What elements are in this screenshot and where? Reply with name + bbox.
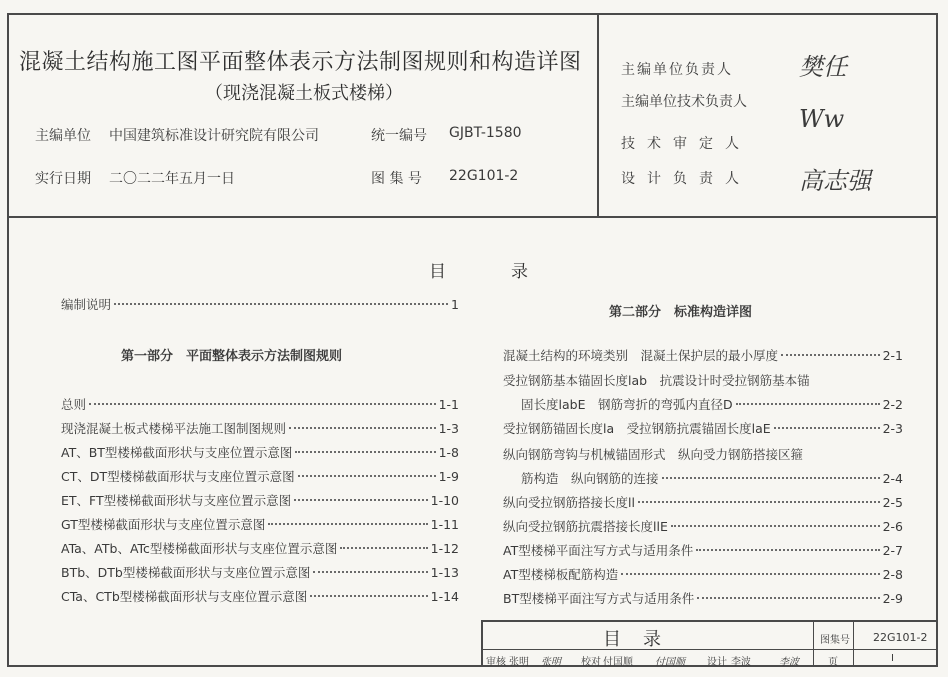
part1-heading: 第一部分 平面整体表示方法制图规则 bbox=[121, 349, 343, 364]
toc-entry-label: 现浇混凝土板式楼梯平法施工图制图规则 bbox=[61, 421, 287, 436]
toc-entry-label: BTb、DTb型楼梯截面形状与支座位置示意图 bbox=[61, 565, 311, 580]
toc-entry-page: 2-9 bbox=[882, 591, 903, 606]
toc-entry-label: AT型楼梯平面注写方式与适用条件 bbox=[503, 543, 694, 558]
dot-leader bbox=[736, 403, 880, 405]
designer-name: 李波 bbox=[731, 657, 751, 668]
design-label: 设计 bbox=[707, 657, 727, 668]
resp-label-tech-chief: 主编单位技术负责人 bbox=[621, 94, 747, 110]
title-block-page-label: 页 bbox=[828, 657, 838, 668]
toc-entry-continued-label: 纵向钢筋弯钩与机械锚固形式 纵向受力钢筋搭接区箍 bbox=[503, 447, 804, 462]
toc-entry-page: 1-14 bbox=[430, 589, 459, 604]
toc-entry bbox=[503, 589, 903, 609]
reviewer-name: 张明 bbox=[509, 657, 529, 668]
dot-leader bbox=[621, 573, 879, 575]
toc-entry-page: 1-12 bbox=[430, 541, 459, 556]
checker-signature: 付国顺 bbox=[655, 657, 685, 668]
toc-entry-page: 1-8 bbox=[438, 445, 459, 460]
toc-entry-page: 1-11 bbox=[430, 517, 459, 532]
toc-entry bbox=[61, 467, 459, 487]
resp-label-chief-unit: 主编单位负责人 bbox=[621, 62, 733, 78]
toc-entry bbox=[503, 565, 903, 585]
toc-entry bbox=[61, 515, 459, 535]
toc-entry-label: GT型楼梯截面形状与支座位置示意图 bbox=[61, 517, 266, 532]
dot-leader bbox=[289, 427, 436, 429]
review-label: 审核 bbox=[486, 657, 506, 668]
toc-entry-page: 2-4 bbox=[882, 471, 903, 486]
toc-entry-label: CT、DT型楼梯截面形状与支座位置示意图 bbox=[61, 469, 295, 484]
toc-title-1: 目 bbox=[429, 262, 446, 282]
toc-entry-label: 受拉钢筋锚固长度la 受拉钢筋抗震锚固长度laE bbox=[503, 421, 771, 436]
dot-leader bbox=[310, 595, 427, 597]
check-label: 校对 bbox=[581, 657, 601, 668]
toc-entry bbox=[503, 541, 903, 561]
code-value: GJBT-1580 bbox=[449, 125, 522, 141]
toc-entry-page: 2-8 bbox=[882, 567, 903, 582]
toc-entry bbox=[61, 563, 459, 583]
toc-entry-label: 混凝土结构的环境类别 混凝土保护层的最小厚度 bbox=[503, 348, 779, 363]
title-block-atlas-value: 22G101-2 bbox=[873, 631, 928, 644]
toc-entry bbox=[61, 419, 459, 439]
checker-name: 付国顺 bbox=[603, 657, 633, 668]
toc-entry-page: 2-1 bbox=[882, 348, 903, 363]
toc-entry-page: 1-3 bbox=[438, 421, 459, 436]
resp-label-design-chief: 设计负责人 bbox=[621, 171, 751, 187]
atlas-title: 混凝土结构施工图平面整体表示方法制图规则和构造详图 bbox=[19, 50, 582, 75]
resp-label-tech-review: 技术审定人 bbox=[621, 136, 751, 152]
atlas-label: 图 集 号 bbox=[371, 171, 422, 187]
title-block-page-value: I bbox=[891, 653, 894, 664]
toc-entry-page: 1-13 bbox=[430, 565, 459, 580]
toc-entry-continued-label: 受拉钢筋基本锚固长度lab 抗震设计时受拉钢筋基本锚 bbox=[503, 373, 810, 388]
signature-design-chief: 高志强 bbox=[799, 167, 871, 195]
title-block-divider bbox=[483, 649, 936, 650]
toc-title-2: 录 bbox=[511, 262, 528, 282]
signature-tech-chief: Ww bbox=[799, 105, 845, 133]
dot-leader bbox=[313, 571, 427, 573]
toc-entry-page: 2-7 bbox=[882, 543, 903, 558]
toc-entry-label: CTa、CTb型楼梯截面形状与支座位置示意图 bbox=[61, 589, 308, 604]
toc-entry-label: AT型楼梯板配筋构造 bbox=[503, 567, 619, 582]
toc-entry-label: 筋构造 纵向钢筋的连接 bbox=[521, 471, 659, 486]
toc-entry bbox=[61, 395, 459, 415]
toc-entry-page: 2-3 bbox=[882, 421, 903, 436]
toc-entry bbox=[521, 469, 903, 489]
toc-entry-label: AT、BT型楼梯截面形状与支座位置示意图 bbox=[61, 445, 293, 460]
toc-entry bbox=[61, 539, 459, 559]
toc-entry-page: 1 bbox=[451, 297, 459, 312]
dot-leader bbox=[697, 597, 879, 599]
toc-entry bbox=[503, 346, 903, 366]
reviewer-signature: 张明 bbox=[541, 657, 561, 668]
designer-signature: 李波 bbox=[779, 657, 799, 668]
dot-leader bbox=[774, 427, 880, 429]
toc-entry bbox=[61, 295, 459, 315]
toc-entry-label: 编制说明 bbox=[61, 297, 112, 312]
dot-leader bbox=[696, 549, 879, 551]
toc-entry-label: 总则 bbox=[61, 397, 87, 412]
dot-leader bbox=[781, 354, 880, 356]
dot-leader bbox=[340, 547, 427, 549]
atlas-subtitle: （现浇混凝土板式楼梯） bbox=[205, 83, 403, 104]
toc-entry-page: 1-1 bbox=[438, 397, 459, 412]
dot-leader bbox=[295, 451, 435, 453]
toc-entry bbox=[503, 517, 903, 537]
toc-entry-label: 纵向受拉钢筋搭接长度ll bbox=[503, 495, 635, 510]
title-block-divider bbox=[853, 622, 854, 667]
title-block-atlas-label: 图集号 bbox=[820, 635, 850, 646]
toc-entry-label: ATa、ATb、ATc型楼梯截面形状与支座位置示意图 bbox=[61, 541, 338, 556]
toc-entry bbox=[61, 491, 459, 511]
date-label: 实行日期 bbox=[35, 171, 91, 187]
signature-chief-unit: 樊任 bbox=[799, 53, 847, 81]
toc-entry-page: 1-10 bbox=[430, 493, 459, 508]
toc-entry-label: BT型楼梯平面注写方式与适用条件 bbox=[503, 591, 695, 606]
header-block bbox=[9, 15, 936, 218]
dot-leader bbox=[638, 501, 880, 503]
toc-entry-label: ET、FT型楼梯截面形状与支座位置示意图 bbox=[61, 493, 292, 508]
toc-entry-page: 2-6 bbox=[882, 519, 903, 534]
title-block bbox=[481, 620, 936, 667]
dot-leader bbox=[671, 525, 880, 527]
drawing-frame bbox=[7, 13, 938, 667]
toc-entry bbox=[503, 419, 903, 439]
toc-entry-label: 纵向受拉钢筋抗震搭接长度llE bbox=[503, 519, 668, 534]
toc-entry bbox=[521, 395, 903, 415]
dot-leader bbox=[662, 477, 880, 479]
dot-leader bbox=[114, 303, 448, 305]
title-block-divider bbox=[813, 622, 814, 667]
code-label: 统一编号 bbox=[371, 128, 427, 144]
toc-entry-page: 1-9 bbox=[438, 469, 459, 484]
toc-entry-page: 2-2 bbox=[882, 397, 903, 412]
date-value: 二〇二二年五月一日 bbox=[109, 171, 235, 187]
toc-entry bbox=[61, 443, 459, 463]
part2-heading: 第二部分 标准构造详图 bbox=[609, 305, 753, 320]
toc-entry bbox=[61, 587, 459, 607]
dot-leader bbox=[298, 475, 436, 477]
toc-entry-page: 2-5 bbox=[882, 495, 903, 510]
header-divider bbox=[597, 15, 599, 216]
atlas-value: 22G101-2 bbox=[449, 168, 519, 184]
title-block-title: 目录 bbox=[603, 629, 683, 650]
dot-leader bbox=[294, 499, 427, 501]
dot-leader bbox=[268, 523, 427, 525]
toc-entry bbox=[503, 493, 903, 513]
editor-unit-label: 主编单位 bbox=[35, 128, 91, 144]
dot-leader bbox=[89, 403, 436, 405]
editor-unit: 中国建筑标准设计研究院有限公司 bbox=[109, 128, 319, 144]
toc-entry-label: 固长度labE 钢筋弯折的弯弧内直径D bbox=[521, 397, 733, 412]
